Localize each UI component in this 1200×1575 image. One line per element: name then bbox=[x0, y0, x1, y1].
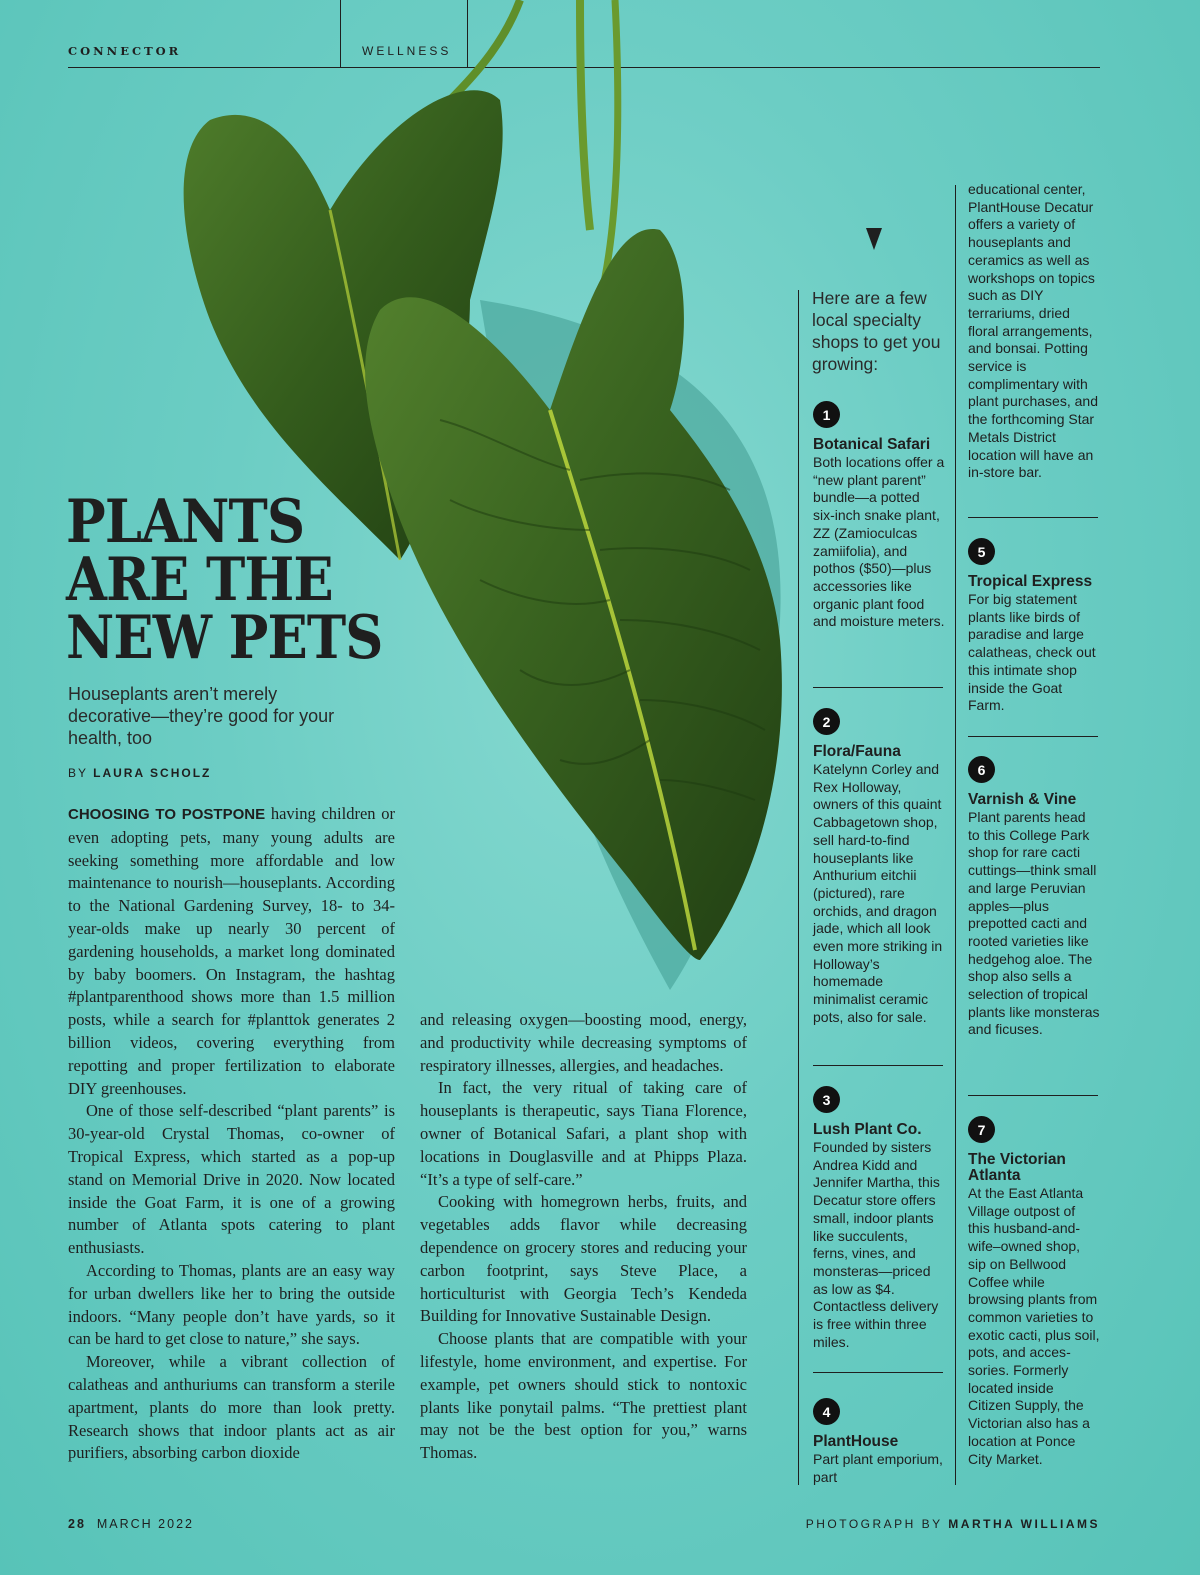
byline-author: LAURA SCHOLZ bbox=[93, 766, 212, 780]
sidebar-rule-right bbox=[955, 185, 956, 1485]
body-column-1 bbox=[68, 803, 395, 1465]
shop-divider bbox=[813, 1065, 943, 1066]
headline bbox=[66, 487, 383, 673]
body-paragraph: and releasing oxygen—boosting mood, energy, and productivity while decreasing symptoms of respiratory illnesses, allergies, and headaches. bbox=[420, 1010, 747, 1075]
shop-divider bbox=[968, 1095, 1098, 1096]
shop-number-badge: 5 bbox=[968, 538, 995, 565]
sidebar-intro: Here are a few local specialty shops to get you growing: bbox=[812, 288, 941, 374]
shop-name: Botanical Safari bbox=[813, 436, 931, 453]
body-paragraph: One of those self-described “plant parents” is 30-year-old Crystal Thomas, co-owner of Tropical Express, which started as a pop-up stand on Memorial Drive in 2020. Now located inside the Goat Farm, it is one of a growing number of Atlanta spots catering to plant enthusiasts. bbox=[68, 1101, 395, 1258]
shop-entry-7 bbox=[968, 1116, 1100, 1468]
body-paragraph: CHOOSING TO POSTPONE having children or even adopting pets, many young adults are seeking something more affordable and low maintenance to nourish—houseplants. According to the National Gardening Survey, 18- to 34-year-olds make up nearly 30 percent of gardening households, a market long dominated by baby boomers. On Instagram, the hashtag #plantparenthood shows more than 1.5 million posts, while a search for #planttok generates 2 billion videos, covering everything from repotting and proper fertilization to elaborate DIY greenhouses. bbox=[68, 804, 396, 1098]
shop-name: Flora/Fauna bbox=[813, 743, 901, 760]
shop-entry-2 bbox=[813, 708, 945, 1027]
shop-description: Katelynn Corley and Rex Holloway, owners of this quaint Cabbagetown shop, sell hard-to-find houseplants like Anthurium eitchii (pictured), rare orchids, and dragon jade, which all look even more striking in Holloway’s homemade minimalist ceramic pots, also for sale. bbox=[813, 761, 943, 1025]
headline-line-2: ARE THE bbox=[66, 545, 333, 615]
body-column-2 bbox=[420, 1009, 747, 1465]
shop-number-badge: 6 bbox=[968, 756, 995, 783]
shop-divider bbox=[968, 517, 1098, 518]
shop-name: Tropical Express bbox=[968, 573, 1093, 590]
credit-prefix: PHOTOGRAPH BY bbox=[805, 1517, 943, 1531]
body-paragraph: In fact, the very ritual of taking care of houseplants is therapeutic, says Tiana Florence, owner of Botanical Safari, a plant shop with locations in Douglasville and at Phipps Plaza. “It’s a type of self-care.” bbox=[420, 1078, 747, 1189]
sidebar-rule-left bbox=[798, 290, 799, 1485]
page-number: 28 bbox=[68, 1517, 86, 1531]
body-paragraph: Cooking with homegrown herbs, fruits, and vegetables adds flavor while decreasing dependence on grocery stores and reducing your carbon footprint, says Steve Place, a horticulturist with Georgia Tech’s Kendeda Building for Innovative Sustainable Design. bbox=[420, 1192, 747, 1326]
shop-divider bbox=[968, 736, 1098, 737]
shop-number-badge: 4 bbox=[813, 1398, 840, 1425]
shop-entry-3 bbox=[813, 1086, 945, 1351]
shop-number-badge: 3 bbox=[813, 1086, 840, 1113]
down-arrow-icon bbox=[866, 228, 882, 250]
shop-number-badge: 2 bbox=[813, 708, 840, 735]
shop-number-badge: 1 bbox=[813, 401, 840, 428]
byline bbox=[68, 766, 211, 780]
issue-date: MARCH 2022 bbox=[96, 1517, 194, 1531]
shop-description: For big statement plants like birds of paradise and large calatheas, check out this intimate shop inside the Goat Farm. bbox=[968, 591, 1096, 714]
section-label: CONNECTOR bbox=[68, 44, 182, 58]
body-paragraph: According to Thomas, plants are an easy way for urban dwellers like her to bring the outside indoors. “Many people don’t have yards, so it can be hard to get close to nature,” she says. bbox=[68, 1260, 395, 1349]
shop-description: Founded by sisters Andrea Kidd and Jennifer Martha, this Decatur store offers small, indoor plants like succulents, ferns, vines, and monsteras—priced as low as $4. Contactless delivery is free within three miles. bbox=[813, 1139, 940, 1350]
shop-entry-4 bbox=[813, 1398, 945, 1486]
body-paragraph: Moreover, while a vibrant collection of calatheas and anthuriums can transform a sterile apartment, plants do more than look pretty. Research shows that indoor plants act as air purifiers, absorbing carbon dioxide bbox=[68, 1352, 395, 1463]
shop-name: PlantHouse bbox=[813, 1433, 899, 1450]
shop-entry-1 bbox=[813, 401, 945, 631]
category-label: WELLNESS bbox=[362, 44, 452, 58]
byline-prefix: BY bbox=[68, 766, 88, 780]
shop-description-continued: educational center, PlantHouse Decatur offers a variety of houseplants and ceramics as well as workshops on topics such as DIY terrariums, dried floral arrangements, and bonsai. Potting service is complimentary with plant purchases, and the forthcoming Star Metals District location will have an in-store bar. bbox=[968, 181, 1098, 481]
shop-entry-4-continued bbox=[968, 180, 1100, 482]
shop-name: The Victorian Atlanta bbox=[968, 1151, 1066, 1184]
shop-description: Both locations offer a “new plant parent” bundle—a potted six-inch snake plant, ZZ (Zamioculcas zamiifolia), and pothos ($50)—plus accessories like organic plant food and moisture meters. bbox=[813, 454, 945, 630]
lead-in: CHOOSING TO POSTPONE bbox=[68, 806, 266, 823]
shop-divider bbox=[813, 1372, 943, 1373]
shop-name: Lush Plant Co. bbox=[813, 1121, 922, 1138]
shop-divider bbox=[813, 687, 943, 688]
headline-line-1: PLANTS bbox=[66, 487, 305, 557]
shop-entry-5 bbox=[968, 538, 1100, 715]
shop-name: Varnish & Vine bbox=[968, 791, 1077, 808]
shop-description: Plant parents head to this College Park shop for rare cacti cuttings—think small and large Peruvian apples—plus prepotted cacti and rooted varieties like hedgehog aloe. The shop also sells a selection of tropical plants like monsteras and ficuses. bbox=[968, 809, 1100, 1038]
shop-number-badge: 7 bbox=[968, 1116, 995, 1143]
body-paragraph: Choose plants that are compatible with your lifestyle, home environment, and expertise. For example, pet owners should stick to nontoxic plants like ponytail palms. “The prettiest plant may not be the best option for you,” warns Thomas. bbox=[420, 1329, 747, 1463]
page-folio bbox=[68, 1517, 194, 1531]
credit-name: MARTHA WILLIAMS bbox=[948, 1517, 1100, 1531]
headline-line-3: NEW PETS bbox=[66, 603, 383, 673]
dek: Houseplants aren’t merely decorative—they’re good for your health, too bbox=[68, 684, 335, 748]
shop-description: Part plant emporium, part bbox=[813, 1451, 943, 1485]
photo-credit bbox=[806, 1517, 1100, 1531]
shop-description: At the East Atlanta Village outpost of this husband-and-wife–owned shop, sip on Bellwood Coffee while browsing plants from common varieties to exotic cacti, plus soil, pots, and accessories. Formerly located inside Citizen Supply, the Victorian also has a location at Ponce City Market. bbox=[968, 1185, 1100, 1467]
shop-entry-6 bbox=[968, 756, 1100, 1039]
